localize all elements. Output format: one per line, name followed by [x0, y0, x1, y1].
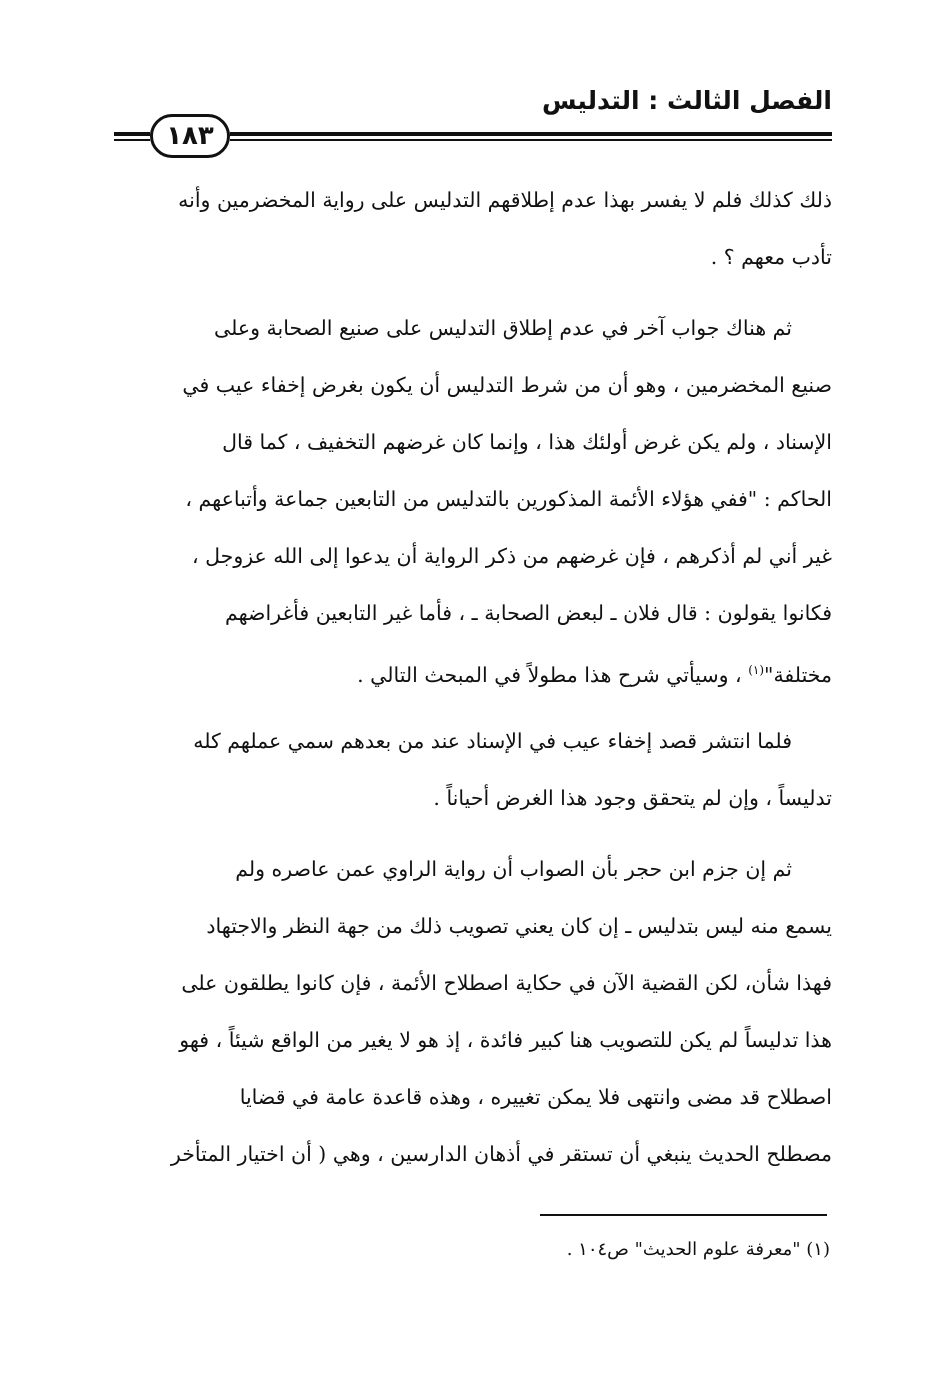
body-line: ذلك كذلك فلم لا يفسر بهذا عدم إطلاقهم التدليس على رواية المخضرمين وأنه	[178, 188, 832, 212]
chapter-title: الفصل الثالث : التدليس	[542, 86, 832, 115]
footnote-separator	[540, 1214, 827, 1216]
body-line: مصطلح الحديث ينبغي أن تستقر في أذهان الدارسين ، وهي ( أن اختيار المتأخر	[170, 1142, 832, 1166]
body-text	[110, 172, 832, 1183]
body-line: اصطلاح قد مضى وانتهى فلا يمكن تغييره ، وهذه قاعدة عامة في قضايا	[239, 1085, 832, 1109]
footnote-reference: (١)	[748, 663, 765, 677]
body-line: فلما انتشر قصد إخفاء عيب في الإسناد عند من بعدهم سمي عملهم كله	[193, 729, 792, 753]
body-line: تدليساً ، وإن لم يتحقق وجود هذا الغرض أحياناً .	[433, 786, 832, 810]
header-rule-right	[230, 132, 832, 136]
body-line: ثم هناك جواب آخر في عدم إطلاق التدليس على صنيع الصحابة وعلى	[214, 316, 792, 340]
body-line: ثم إن جزم ابن حجر بأن الصواب أن رواية الراوي عمن عاصره ولم	[235, 857, 792, 881]
header-rule-right-thin	[230, 139, 832, 141]
body-line: هذا تدليساً لم يكن للتصويب هنا كبير فائدة ، إذ هو لا يغير من الواقع شيئاً ، فهو	[179, 1028, 832, 1052]
body-line: غير أني لم أذكرهم ، فإن غرضهم من ذكر الرواية أن يدعوا إلى الله عزوجل ،	[191, 544, 832, 568]
body-line: يسمع منه ليس بتدليس ـ إن كان يعني تصويب ذلك من جهة النظر والاجتهاد	[206, 914, 832, 938]
body-line: مختلفة"$^{(١)}$ ، وسيأتي شرح هذا مطولاً في المبحث التالي .	[357, 662, 832, 687]
body-line: تأدب معهم ؟ .	[710, 245, 832, 269]
footnote: (١) "معرفة علوم الحديث" ص١٠٤ .	[566, 1239, 830, 1260]
header-rule-left-thin	[114, 139, 150, 141]
body-line: صنيع المخضرمين ، وهو أن من شرط التدليس أن يكون بغرض إخفاء عيب في	[182, 373, 832, 397]
body-line: فكانوا يقولون : قال فلان ـ لبعض الصحابة ـ ، فأما غير التابعين فأغراضهم	[224, 601, 832, 625]
body-line: فهذا شأن، لكن القضية الآن في حكاية اصطلاح الأئمة ، فإن كانوا يطلقون على	[181, 971, 832, 995]
page-number: ١٨٣	[150, 114, 230, 158]
body-line: الحاكم : "ففي هؤلاء الأئمة المذكورين بالتدليس من التابعين جماعة وأتباعهم ،	[185, 487, 832, 511]
header-rule-left	[114, 132, 150, 136]
body-line: الإسناد ، ولم يكن غرض أولئك هذا ، وإنما كان غرضهم التخفيف ، كما قال	[222, 430, 832, 454]
